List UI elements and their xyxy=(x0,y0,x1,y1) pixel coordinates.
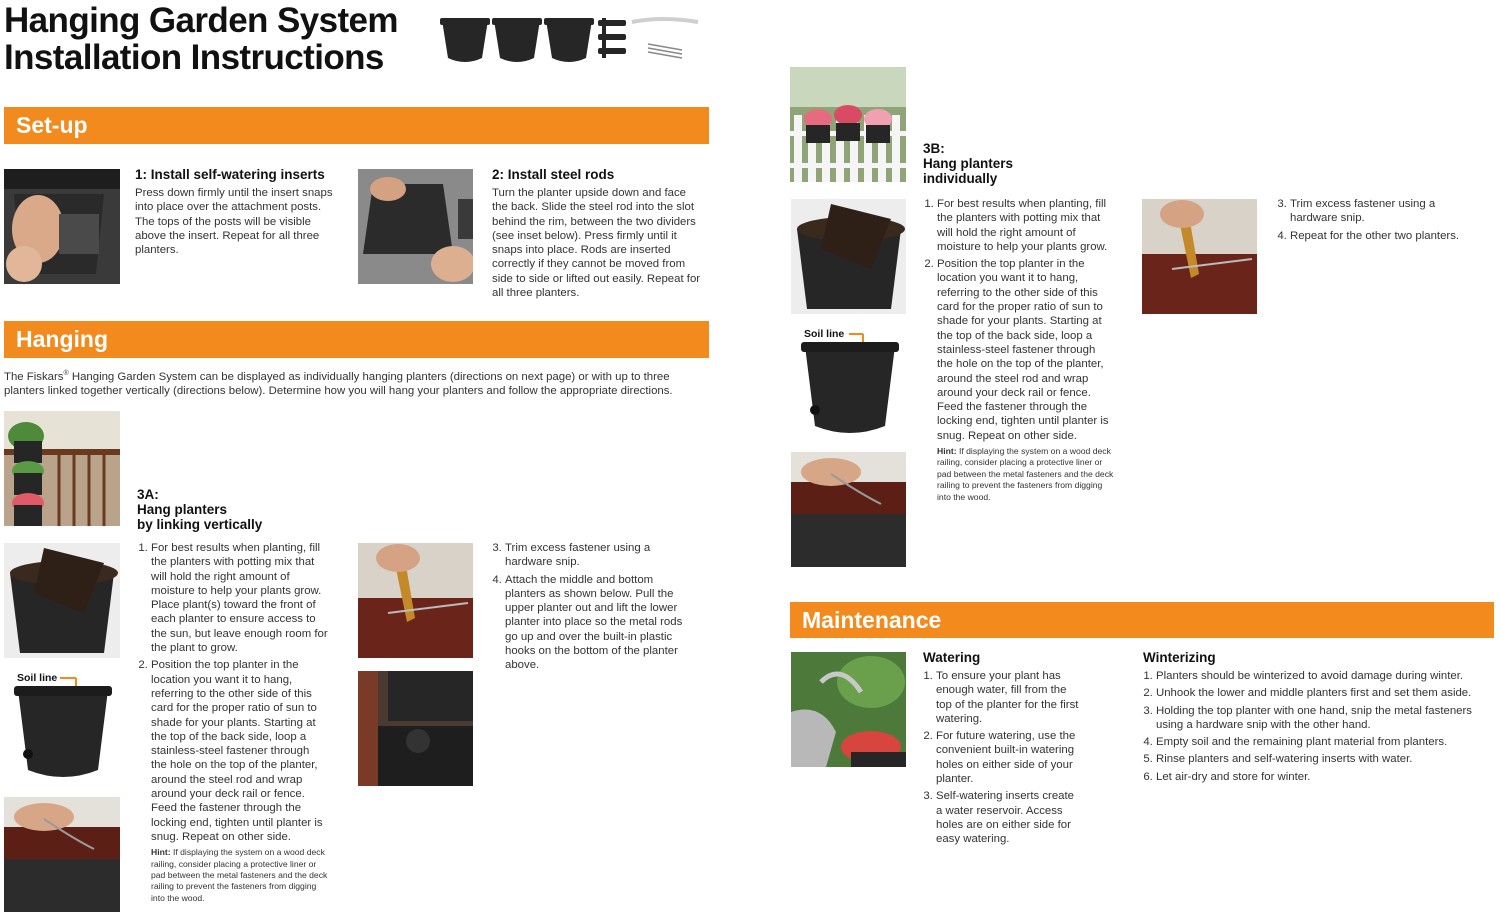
step3b-instructions-continued xyxy=(1277,197,1477,246)
hanging-intro-text: Hanging Garden System can be displayed as individually hanging planters (directions on next page) or with up to three planters linked together vertically (directions below). Determine how you will hang your planters and follow the appropriate directions. xyxy=(4,370,673,398)
step1-photo xyxy=(4,169,120,284)
planter-icon xyxy=(805,346,895,433)
step3a-item-3: 3. Trim excess fastener using a hardware snip. xyxy=(505,541,692,570)
step3b-item-3: 3. Trim excess fastener using a hardware snip. xyxy=(1290,197,1477,226)
step2-photo xyxy=(358,169,473,284)
winterizing-item-2: 2. Unhook the lower and middle planters first and set them aside. xyxy=(1156,686,1473,700)
step3b-trim-photo xyxy=(1142,199,1257,314)
watering-title: Watering xyxy=(923,650,981,665)
step3b-item-4: 4. Repeat for the other two planters. xyxy=(1290,229,1477,243)
step3b-title-line1: Hang planters xyxy=(923,156,1014,171)
winterizing-item-5: 5. Rinse planters and self-watering inserts with water. xyxy=(1156,752,1473,766)
step3a-item-1: 1. For best results when planting, fill the planters with potting mix that will hold the right amount of moisture to help your plants grow. Place plant(s) toward the front of each planter to ensure access to the sun, but leave enough room for the plant to grow. xyxy=(151,541,328,655)
step3a-soil-line-diagram xyxy=(4,668,120,783)
title-line-1: Hanging Garden System xyxy=(4,1,398,40)
watering-item-2: 2. For future watering, use the convenient built-in watering holes on either side of your planter. xyxy=(936,729,1083,786)
winterizing-title: Winterizing xyxy=(1143,650,1216,665)
page-title xyxy=(4,2,398,76)
step3b-soil-line-diagram xyxy=(791,324,907,439)
step2-text: Turn the planter upside down and face the back. Slide the steel rod into the slot behind the rim, between the two dividers (see inset below). Press firmly until it snaps into place. Rods are inserted correctly if they cannot be moved from side to side or lifted out easily. Repeat for all three planters. xyxy=(492,187,701,300)
step3a-soil-line-label: Soil line xyxy=(17,672,58,684)
step3b-soil-photo xyxy=(791,199,906,314)
step3a-trim-photo xyxy=(358,543,473,658)
setup-section-header xyxy=(4,107,709,144)
step3a-item-2: 2. Position the top planter in the location you want it to hang, referring to the other side of this card for the proper ratio of sun to shade for your plants. Starting at the top of the back side, loop a stainless-steel fastener through the hole on the top of the planter, around the steel rod and wrap around your deck rail or fence. Feed the fastener through the locking end, tighten until planter is snug. Repeat on other side. xyxy=(151,658,328,844)
product-kit-illustration xyxy=(436,10,706,70)
hanging-intro-brand: The Fiskars xyxy=(4,370,64,383)
setup-section-title: Set-up xyxy=(16,112,88,138)
step3a-hint-text: If displaying the system on a wood deck railing, consider placing a protective liner or pad between the metal fasteners and the deck railing to prevent the fasteners from digging into the wood. xyxy=(151,847,328,903)
step3b-fastener-photo xyxy=(791,452,906,567)
step3a-instructions-continued xyxy=(492,541,692,676)
step3a-instructions xyxy=(138,541,328,904)
step3b-soil-line-label: Soil line xyxy=(804,328,845,340)
winterizing-item-4: 4. Empty soil and the remaining plant material from planters. xyxy=(1156,735,1473,749)
step3b-instructions xyxy=(924,197,1114,503)
step3b-hint-text: If displaying the system on a wood deck railing, consider placing a protective liner or pad between the metal fasteners and the deck railing to prevent the fasteners from digging into the wood. xyxy=(937,446,1114,502)
watering-photo xyxy=(791,652,906,767)
step3a-fastener-photo xyxy=(4,797,120,912)
step3b-hint-label: Hint: xyxy=(937,446,957,457)
step1-title: 1: Install self-watering inserts xyxy=(135,167,325,182)
step3a-attach-photo xyxy=(358,671,473,786)
hanging-intro xyxy=(4,367,704,398)
step3b-label: 3B: xyxy=(923,141,945,156)
step3b-hero-photo xyxy=(790,67,906,182)
winterizing-list xyxy=(1143,669,1473,787)
step3a-soil-photo xyxy=(4,543,120,658)
watering-item-3: 3. Self-watering inserts create a water reservoir. Access holes are on either side for easy watering. xyxy=(936,789,1083,846)
title-line-2: Installation Instructions xyxy=(4,38,384,77)
step3a-title-line2: by linking vertically xyxy=(137,517,263,532)
registered-mark: ® xyxy=(63,370,69,377)
hanging-section-header xyxy=(4,321,709,358)
step3b-item-1: 1. For best results when planting, fill the planters with potting mix that will hold the right amount of moisture to help your plants grow. xyxy=(937,197,1114,254)
step3a-hint-label: Hint: xyxy=(151,847,171,858)
step2-title: 2: Install steel rods xyxy=(492,167,615,182)
step3b-title-line2: individually xyxy=(923,171,998,186)
planter-icon xyxy=(18,690,108,777)
watering-list xyxy=(923,669,1083,850)
maintenance-section-header xyxy=(790,602,1494,638)
step3a-hint xyxy=(151,847,328,904)
winterizing-item-1: 1. Planters should be winterized to avoid damage during winter. xyxy=(1156,669,1473,683)
hanging-section-title: Hanging xyxy=(16,326,108,352)
step3a-heading xyxy=(137,487,262,532)
step3b-heading xyxy=(923,141,1013,186)
step3a-item-4: 4. Attach the middle and bottom planters as shown below. Pull the upper planter out and lift the lower planter into place so the metal rods go up and over the built-in plastic hooks on the bottom of the planter above. xyxy=(505,573,692,673)
step3b-hint xyxy=(937,446,1114,503)
step3b-item-2: 2. Position the top planter in the location you want it to hang, referring to the other side of this card for the proper ratio of sun to shade for your plants. Starting at the top of the back side, loop a stainless-steel fastener through the hole on the top of the planter, around the steel rod and wrap around your deck rail or fence. Feed the fastener through the locking end, tighten until planter is snug. Repeat on other side. xyxy=(937,257,1114,443)
watering-item-1: 1. To ensure your plant has enough water, fill from the top of the planter for the first watering. xyxy=(936,669,1083,726)
step3a-label: 3A: xyxy=(137,487,159,502)
winterizing-item-3: 3. Holding the top planter with one hand, snip the metal fasteners using a hardware snip with the other hand. xyxy=(1156,704,1473,733)
step3a-title-line1: Hang planters xyxy=(137,502,228,517)
winterizing-item-6: 6. Let air-dry and store for winter. xyxy=(1156,770,1473,784)
step3a-hero-photo xyxy=(4,411,120,526)
step1-text: Press down firmly until the insert snaps into place over the attachment posts. The tops of the posts will be visible above the insert. Repeat for all three planters. xyxy=(135,187,333,257)
maintenance-section-title: Maintenance xyxy=(802,606,942,633)
